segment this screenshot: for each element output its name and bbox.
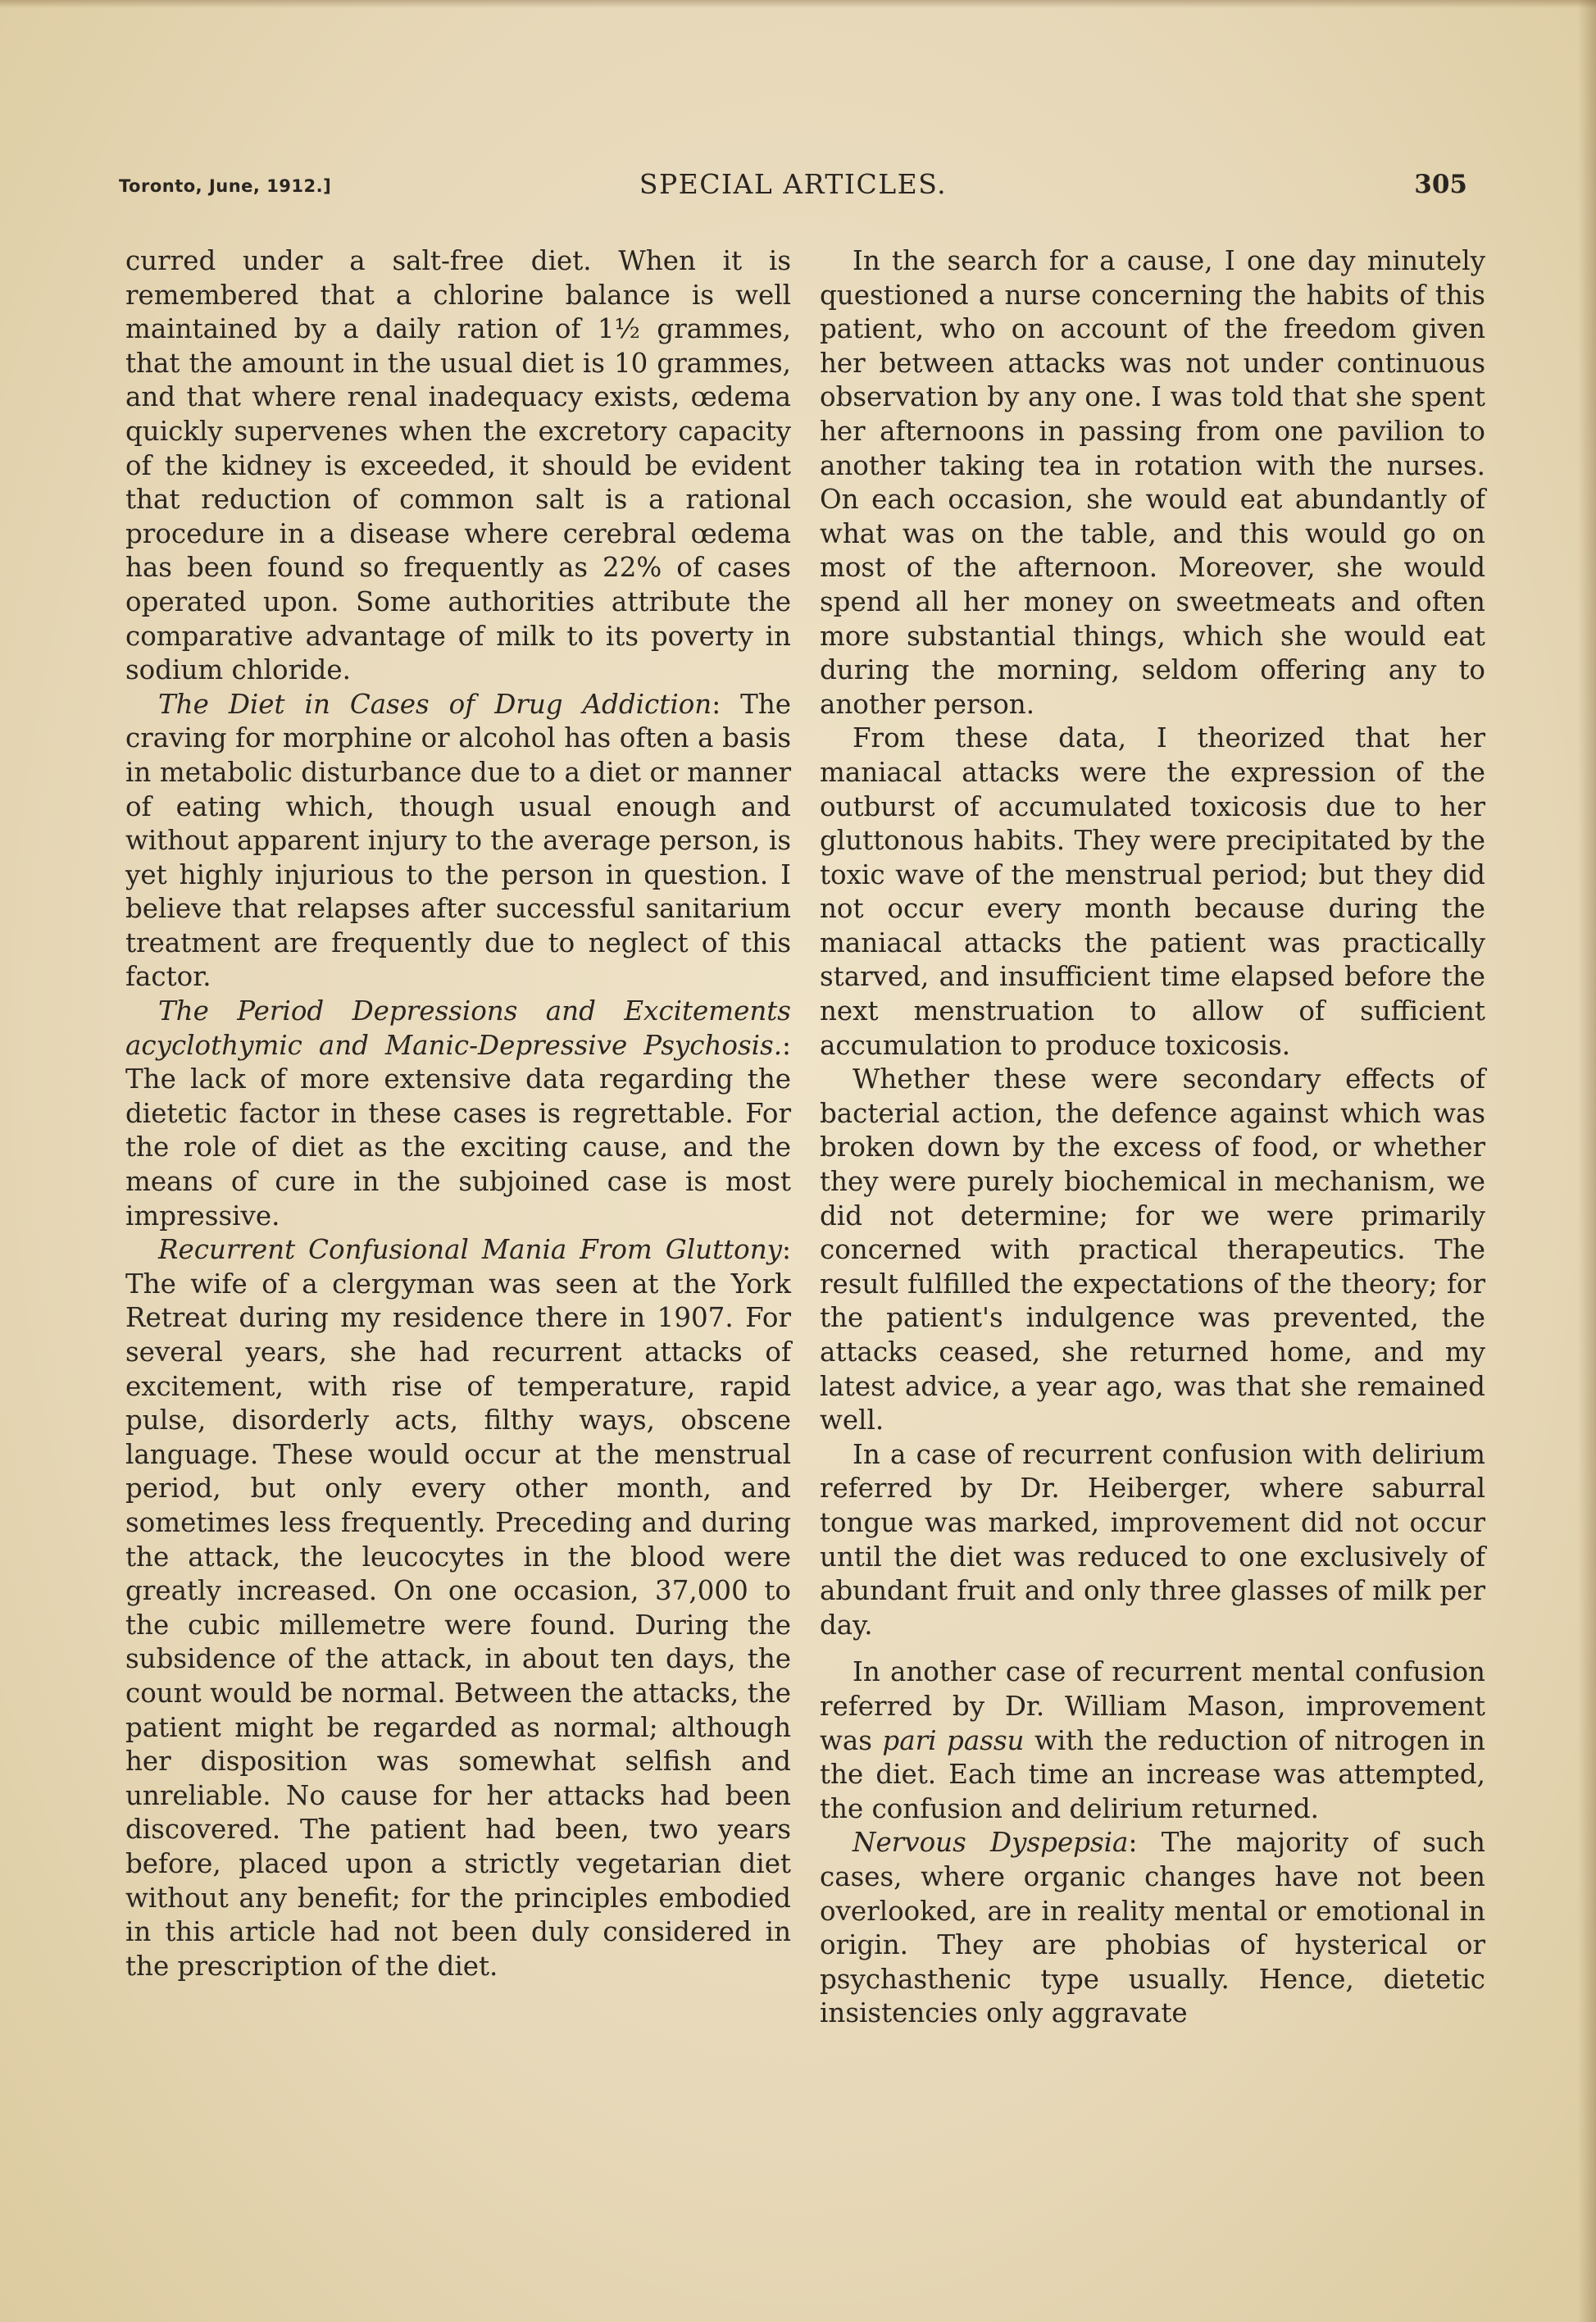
paragraph-body: : The craving for morphine or alcohol has often a basis in metabolic disturbance due to a diet or manner of eating which, though usual enough and without apparent injury to the average person, is yet highly injurious to the person in question. I believe that relapses after successful sanitarium treatment are frequently due to neglect of this factor.	[125, 688, 791, 993]
section-heading-nervous-dyspepsia: Nervous Dyspepsia	[853, 1827, 1129, 1859]
paragraph-salt-free-diet: curred under a salt-free diet. When it is remembered that a chlorine balance is well maintained by a daily ration of 1½ grammes, that the amount in the usual diet is 10 grammes, and that where renal inadequacy exists, œdema quickly supervenes when the excretory capacity of the kidney is exceeded, it should be evident that reduction of common salt is a rational procedure in a disease where cerebral œdema has been found so frequently as 22% of cases operated upon. Some authorities attribute the comparative advantage of milk to its poverty in sodium chloride.	[125, 245, 791, 686]
paragraph-body: : The lack of more extensive data regarding the dietetic factor in these cases is regrettable. For the role of diet as the exciting cause, and the means of cure in the subjoined case is most impressive.	[125, 1029, 791, 1232]
section-heading-drug-addiction: The Diet in Cases of Drug Addiction	[158, 688, 712, 720]
paragraph-drug-addiction	[125, 688, 791, 995]
paragraph-manic-depressive	[125, 995, 791, 1233]
page-number: 305	[1414, 170, 1467, 199]
paragraph-heiberger-case: In a case of recurrent confusion with delirium referred by Dr. Heiberger, where saburral tongue was marked, improvement did not occur until the diet was reduced to one exclusively of abundant fruit and only three glasses of milk per day.	[820, 1438, 1485, 1641]
left-column	[125, 244, 791, 1983]
paragraph-theory: From these data, I theorized that her maniacal attacks were the expression of the outburst of accumulated toxicosis due to her gluttonous habits. They were precipitated by the toxic wave of the menstrual period; but they did not occur every month because during the maniacal attacks the patient was practically starved, and insufficient time elapsed before the next menstruation to allow of sufficient accumulation to produce toxicosis.	[820, 722, 1485, 1061]
section-title: SPECIAL ARTICLES.	[639, 168, 948, 200]
paragraph-body: : The wife of a clergyman was seen at the York Retreat during my residence there in 1907. For several years, she had recurrent attacks of excitement, with rise of temperature, rapid pulse, disorderly acts, filthy ways, obscene language. These would occur at the menstrual period, but only every other month, and sometimes less frequently. Preceding and during the attack, the leucocytes in the blood were greatly increased. On one occasion, 37,000 to the cubic millemetre were found. During the subsidence of the attack, in about ten days, the count would be normal. Between the attacks, the patient might be regarded as normal; although her disposition was somewhat selfish and unreliable. No cause for her attacks had been discovered. The patient had been, two years before, placed upon a strictly vegetarian diet without any benefit; for the principles embodied in this article had not been duly considered in the prescription of the diet.	[125, 1234, 791, 1982]
paragraph-nervous-dyspepsia	[820, 1826, 1485, 2031]
paragraph-text: with the reduction of nitrogen in the diet. Each time an increase was attempted, the confusion and delirium returned.	[820, 1724, 1485, 1824]
paragraph-confusional-mania	[125, 1233, 791, 1983]
section-heading-confusional-mania: Recurrent Confusional Mania From Gluttony	[158, 1234, 783, 1266]
right-column	[820, 244, 1485, 2031]
paragraph-search-for-cause: In the search for a cause, I one day minutely questioned a nurse concerning the habits of this patient, who on account of the freedom given her between attacks was not under continuous observation by any one. I was told that she spent her afternoons in passing from one pavilion to another taking tea in rotation with the nurses. On each occasion, she would eat abundantly of what was on the table, and this would go on most of the afternoon. Moreover, she would spend all her money on sweetmeats and often more substantial things, which she would eat during the morning, seldom offering any to another person.	[820, 245, 1485, 720]
running-head	[119, 168, 1467, 214]
section-heading-manic-depressive: The Period Depressions and Excitements acyclothymic and Manic-Depressive Psychosis.	[125, 995, 791, 1061]
page-right-shadow	[1578, 0, 1596, 2322]
paragraph-mason-case	[820, 1655, 1485, 1826]
paragraph-body: : The majority of such cases, where organic changes have not been overlooked, are in reality mental or emotional in origin. They are phobias of hysterical or psychasthenic type usually. Hence, dietetic insistencies only aggravate	[820, 1827, 1485, 2029]
paragraph-secondary-effects: Whether these were secondary effects of bacterial action, the defence against which was broken down by the excess of food, or whether they were purely biochemical in mechanism, we did not determine; for we were primarily concerned with practical therapeutics. The result fulfilled the expectations of the theory; for the patient's indulgence was prevented, the attacks ceased, she returned home, and my latest advice, a year ago, was that she remained well.	[820, 1063, 1485, 1436]
paragraph-text: In another case of recurrent mental confusion referred by Dr. William Mason, improvement was	[820, 1656, 1485, 1756]
latin-term: pari passu	[882, 1724, 1025, 1756]
page-top-shadow	[0, 0, 1596, 8]
header-dateline: Toronto, June, 1912.]	[119, 176, 332, 196]
